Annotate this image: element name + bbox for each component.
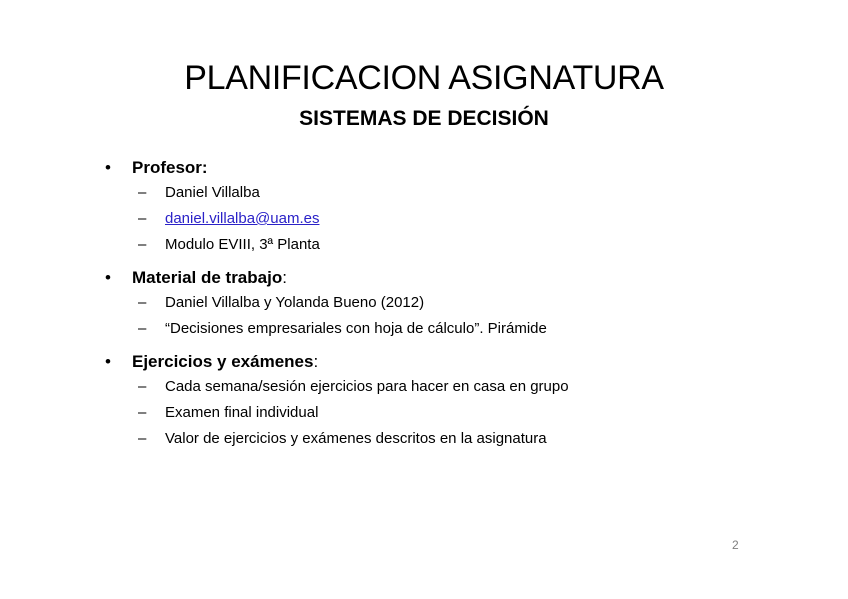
dash-icon: – bbox=[138, 236, 147, 253]
section-heading bbox=[100, 158, 800, 184]
list-item bbox=[138, 294, 800, 320]
sub-list bbox=[100, 294, 800, 346]
list-item-text: Daniel Villalba y Yolanda Bueno (2012) bbox=[165, 294, 425, 311]
dash-icon: – bbox=[138, 404, 147, 421]
dash-icon: – bbox=[138, 210, 147, 227]
section-label-suffix: : bbox=[282, 268, 287, 287]
section-label: Profesor: bbox=[132, 158, 208, 177]
list-item bbox=[138, 320, 800, 346]
section-material bbox=[100, 268, 800, 346]
section-profesor bbox=[100, 158, 800, 262]
dash-icon: – bbox=[138, 294, 147, 311]
page-number: 2 bbox=[732, 538, 739, 552]
dash-icon: – bbox=[138, 320, 147, 337]
bullet-icon: • bbox=[105, 268, 111, 287]
slide-title: PLANIFICACION ASIGNATURA bbox=[184, 59, 664, 97]
sub-list bbox=[100, 184, 800, 262]
list-item bbox=[138, 430, 800, 456]
list-item bbox=[138, 236, 800, 262]
section-ejercicios bbox=[100, 352, 800, 456]
list-item bbox=[138, 404, 800, 430]
list-item bbox=[138, 210, 800, 236]
bullet-icon: • bbox=[105, 352, 111, 371]
section-heading bbox=[100, 352, 800, 378]
list-item bbox=[138, 378, 800, 404]
professor-name: Daniel Villalba bbox=[165, 184, 260, 201]
dash-icon: – bbox=[138, 378, 147, 395]
email-link[interactable]: daniel.villalba@uam.es bbox=[165, 210, 320, 227]
section-label-suffix: : bbox=[313, 352, 319, 371]
list-item bbox=[138, 184, 800, 210]
list-item-text: “Decisiones empresariales con hoja de cálculo”. Pirámide bbox=[165, 320, 547, 337]
slide-content bbox=[100, 158, 800, 462]
list-item-text: Cada semana/sesión ejercicios para hacer en casa en grupo bbox=[165, 378, 569, 395]
list-item-text: Examen final individual bbox=[165, 404, 319, 421]
dash-icon: – bbox=[138, 184, 147, 201]
office-location: Modulo EVIII, 3ª Planta bbox=[165, 236, 320, 253]
slide-subtitle: SISTEMAS DE DECISIÓN bbox=[299, 107, 549, 130]
bullet-icon: • bbox=[105, 158, 111, 177]
section-label: Ejercicios y exámenes bbox=[132, 352, 314, 371]
list-item-text: Valor de ejercicios y exámenes descritos en la asignatura bbox=[165, 430, 547, 447]
dash-icon: – bbox=[138, 430, 147, 447]
section-label: Material de trabajo bbox=[132, 268, 283, 287]
sub-list bbox=[100, 378, 800, 456]
section-heading bbox=[100, 268, 800, 294]
